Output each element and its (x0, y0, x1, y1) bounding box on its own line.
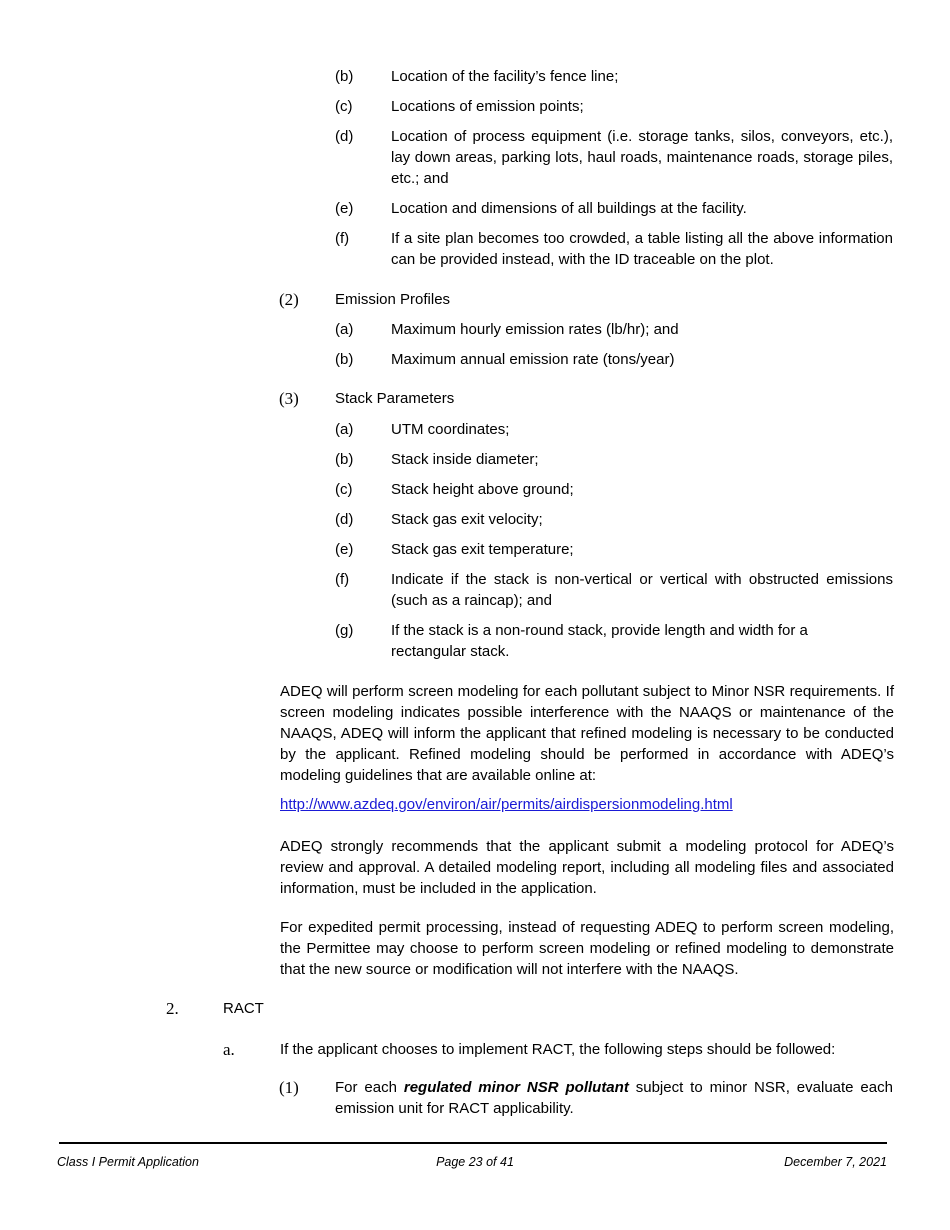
paragraph-screen-modeling: ADEQ will perform screen modeling for each pollutant subject to Minor NSR requirements. If screen modeling indicates possible interference with the NAAQS or maintenance of the NAAQS, ADEQ will inform the applicant that refined modeling is necessary to be conducted by the applicant. Refined modeling should be performed in accordance with ADEQ’s modeling guidelines that are available online at: (280, 683, 894, 784)
step-suffix: subject to minor NSR, evaluate each emission unit for RACT applicability. (335, 1079, 893, 1117)
list-item (335, 479, 895, 500)
item-text: Indicate if the stack is non-vertical or vertical with obstructed emissions (such as a raincap); and (391, 571, 893, 609)
item-label: (1) (279, 1078, 299, 1097)
ract-subsection-a (223, 1039, 895, 1060)
item-label: (b) (335, 68, 354, 85)
item-label: (f) (335, 230, 350, 247)
list-item (335, 349, 895, 370)
section-title: Emission Profiles (335, 291, 451, 308)
item-label: (c) (335, 481, 353, 498)
item-label: (e) (335, 541, 354, 558)
list-item (335, 319, 895, 340)
item-text: Stack gas exit temperature; (391, 541, 574, 558)
list-item (335, 449, 895, 470)
section-number: 2. (166, 999, 179, 1018)
list-item (335, 228, 895, 270)
item-text: If the stack is a non-round stack, provide length and width for a rectangular stack. (391, 622, 808, 660)
item-label: (e) (335, 200, 354, 217)
item-text (335, 1077, 893, 1119)
item-text: Locations of emission points; (391, 98, 584, 115)
footer-date: December 7, 2021 (784, 1155, 887, 1169)
item-label: a. (223, 1040, 235, 1059)
list-item (335, 96, 895, 117)
ract-step-1 (279, 1077, 893, 1119)
section-title: RACT (223, 1000, 264, 1017)
item-label: (c) (335, 98, 353, 115)
list-item (335, 539, 895, 560)
item-text: Stack height above ground; (391, 481, 574, 498)
item-text: If a site plan becomes too crowded, a table listing all the above information can be provided instead, with the ID traceable on the plot. (391, 230, 893, 268)
section-number: (2) (279, 290, 299, 309)
section-heading-ract (166, 998, 466, 1019)
item-label: (b) (335, 451, 354, 468)
paragraph-expedited: For expedited permit processing, instead of requesting ADEQ to perform screen modeling, the Permittee may choose to perform screen modeling or refined modeling to demonstrate that the new source or modification will not interfere with the NAAQS. (280, 919, 894, 978)
section-heading-stack-parameters (279, 388, 579, 409)
list-item (335, 66, 895, 87)
step-prefix: For each (335, 1079, 397, 1096)
section-number: (3) (279, 389, 299, 408)
list-item (335, 509, 895, 530)
list-item (335, 419, 895, 440)
item-label: (a) (335, 421, 354, 438)
item-label: (a) (335, 321, 354, 338)
list-item (335, 620, 895, 662)
footer-left: Class I Permit Application (57, 1155, 199, 1169)
list-item (335, 569, 895, 611)
section-title: Stack Parameters (335, 390, 455, 407)
item-text: Location of the facility’s fence line; (391, 68, 619, 85)
item-text: Stack gas exit velocity; (391, 511, 543, 528)
step-emphasis: regulated minor NSR pollutant (403, 1079, 629, 1096)
list-item (335, 198, 895, 219)
item-text: Maximum annual emission rate (tons/year) (391, 351, 675, 368)
item-label: (f) (335, 571, 350, 588)
footer-divider (59, 1142, 887, 1144)
item-label: (d) (335, 128, 354, 145)
item-text: Stack inside diameter; (391, 451, 539, 468)
paragraph-protocol: ADEQ strongly recommends that the applicant submit a modeling protocol for ADEQ’s review and approval. A detailed modeling report, including all modeling files and associated information, must be included in the application. (280, 838, 894, 897)
item-text: Location of process equipment (i.e. storage tanks, silos, conveyors, etc.), lay down areas, parking lots, haul roads, maintenance roads, storage piles, etc.; and (391, 128, 893, 187)
item-text: Maximum hourly emission rates (lb/hr); and (391, 321, 679, 338)
item-label: (d) (335, 511, 354, 528)
item-text: UTM coordinates; (391, 421, 510, 438)
item-text: Location and dimensions of all buildings at the facility. (391, 200, 747, 217)
item-text: If the applicant chooses to implement RACT, the following steps should be followed: (280, 1041, 836, 1058)
list-item (335, 126, 895, 189)
item-label: (b) (335, 351, 354, 368)
section-heading-emission-profiles (279, 289, 579, 310)
item-label: (g) (335, 622, 354, 639)
footer-page-number: Page 23 of 41 (436, 1155, 514, 1169)
modeling-guidelines-link[interactable]: http://www.azdeq.gov/environ/air/permits/airdispersionmodeling.html (280, 796, 733, 813)
